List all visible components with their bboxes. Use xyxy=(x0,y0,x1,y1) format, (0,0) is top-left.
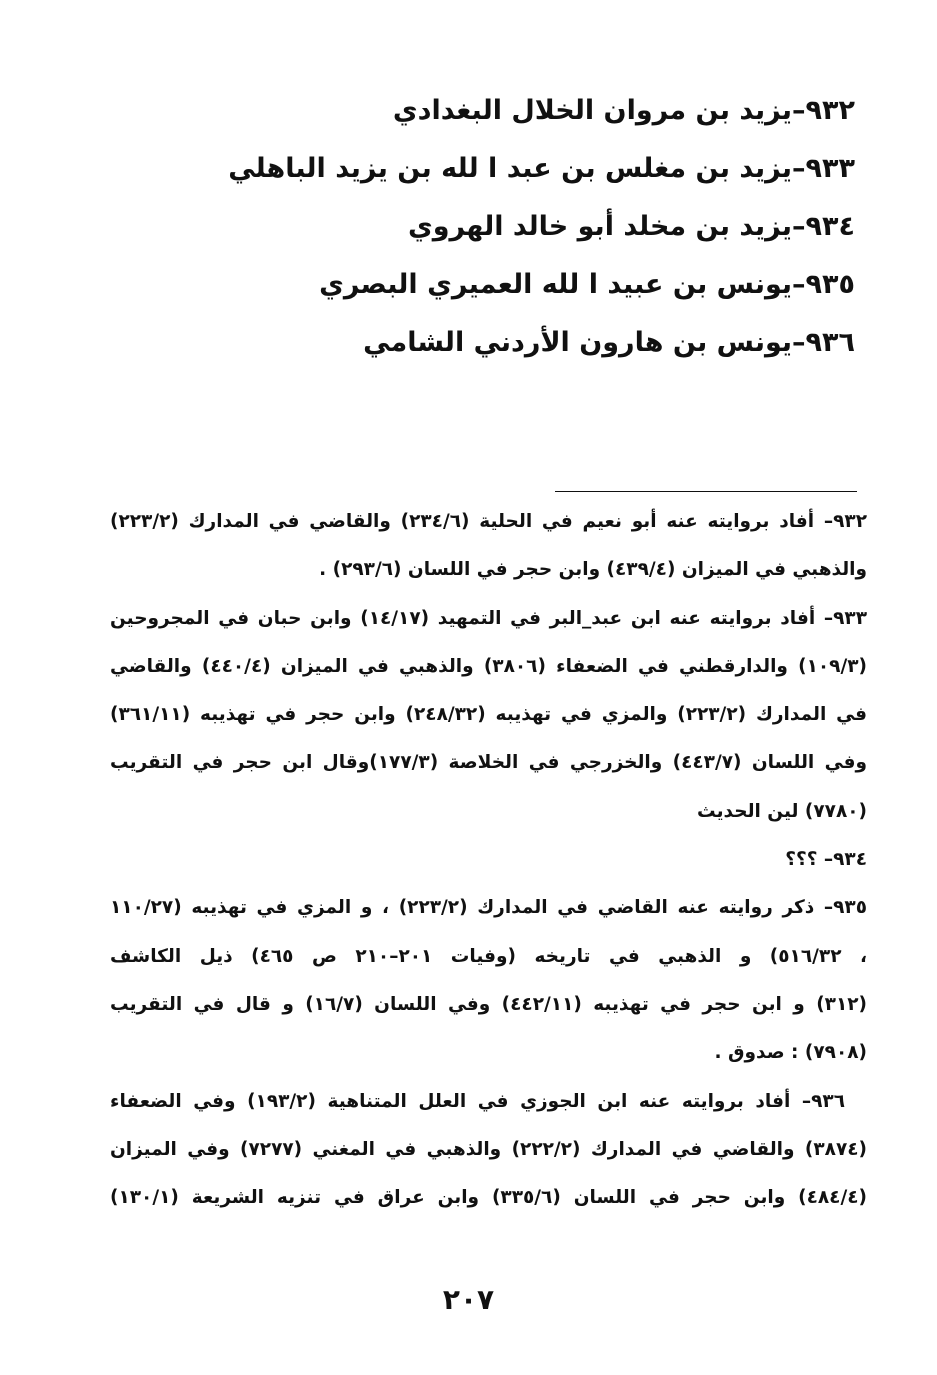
list-item-935: ٩٣٥–يونس بن عبيد ا لله العميري البصري xyxy=(319,269,855,300)
footnote-935-line-4: (٧٩٠٨) : صدوق . xyxy=(714,1042,867,1064)
footnote-separator xyxy=(555,491,857,492)
footnote-933-line-4: وفي اللسان (٤٤٣/٧) والخزرجي في الخلاصة (١٧٧/٣)وقال ابن حجر في التقريب xyxy=(110,752,867,774)
footnote-933-line-1: ٩٣٣– أفاد بروايته عنه ابن عبد_البر في التمهيد (١٤/١٧) وابن حبان في المجروحين xyxy=(110,607,868,629)
footnote-933-line-5: (٧٧٨٠) لين الحديث xyxy=(697,800,867,822)
footnote-935-line-1: ٩٣٥– ذكر روايته عنه القاضي في المدارك (٢٢٣/٢) ، و المزي في تهذيبه (١١٠/٢٧ xyxy=(110,897,867,919)
narrator-list xyxy=(215,82,855,372)
footnote-933-line-2: (١٠٩/٣) والدارقطني في الضعفاء (٣٨٠٦) والذهبي في الميزان (٤٤٠/٤) والقاضي xyxy=(110,655,867,677)
list-item-934: ٩٣٤–يزيد بن مخلد أبو خالد الهروي xyxy=(407,211,855,242)
list-item-936: ٩٣٦–يونس بن هارون الأردني الشامي xyxy=(363,327,855,358)
footnote-935-line-2: ، ٥١٦/٣٢) و الذهبي في تاريخه (وفيات ٢٠١–٢١٠ ص ٤٦٥) ذيل الكاشف xyxy=(110,945,867,967)
footnote-936-line-2: (٣٨٧٤) والقاضي في المدارك (٢٢٢/٢) والذهبي في المغني (٧٢٧٧) وفي الميزان xyxy=(110,1138,867,1160)
list-item-932: ٩٣٢–يزيد بن مروان الخلال البغدادي xyxy=(392,95,855,126)
footnote-935-line-3: (٣١٢) و ابن حجر في تهذيبه (٤٤٢/١١) وفي اللسان (١٦/٧) و قال في التقريب xyxy=(110,993,867,1015)
list-item-933: ٩٣٣–يزيد بن مغلس بن عبد ا لله بن يزيد الباهلي xyxy=(228,153,855,184)
page-number: ٢٠٧ xyxy=(442,1283,495,1316)
footnote-932-line-2: والذهبي في الميزان (٤٣٩/٤) وابن حجر في اللسان (٢٩٣/٦) . xyxy=(319,559,867,581)
footnote-936-line-3: (٤٨٤/٤) وابن حجر في اللسان (٣٣٥/٦) وابن عراق في تنزيه الشريعة (١٣٠/١) xyxy=(110,1187,867,1209)
footnote-932-line-1: ٩٣٢– أفاد بروايته عنه أبو نعيم في الحلية (٢٣٤/٦) والقاضي في المدارك (٢٢٣/٢) xyxy=(110,511,867,532)
footnote-936-line-1: ٩٣٦– أفاد بروايته عنه ابن الجوزي في العلل المتناهية (١٩٣/٢) وفي الضعفاء xyxy=(110,1090,845,1112)
footnotes xyxy=(110,498,867,1222)
footnote-933-line-3: في المدارك (٢٢٣/٢) والمزي في تهذيبه (٢٤٨/٣٢) وابن حجر في تهذيبه (٣٦١/١١) xyxy=(110,704,867,726)
footnote-934-line-1: ٩٣٤– ؟؟؟ xyxy=(785,849,867,871)
